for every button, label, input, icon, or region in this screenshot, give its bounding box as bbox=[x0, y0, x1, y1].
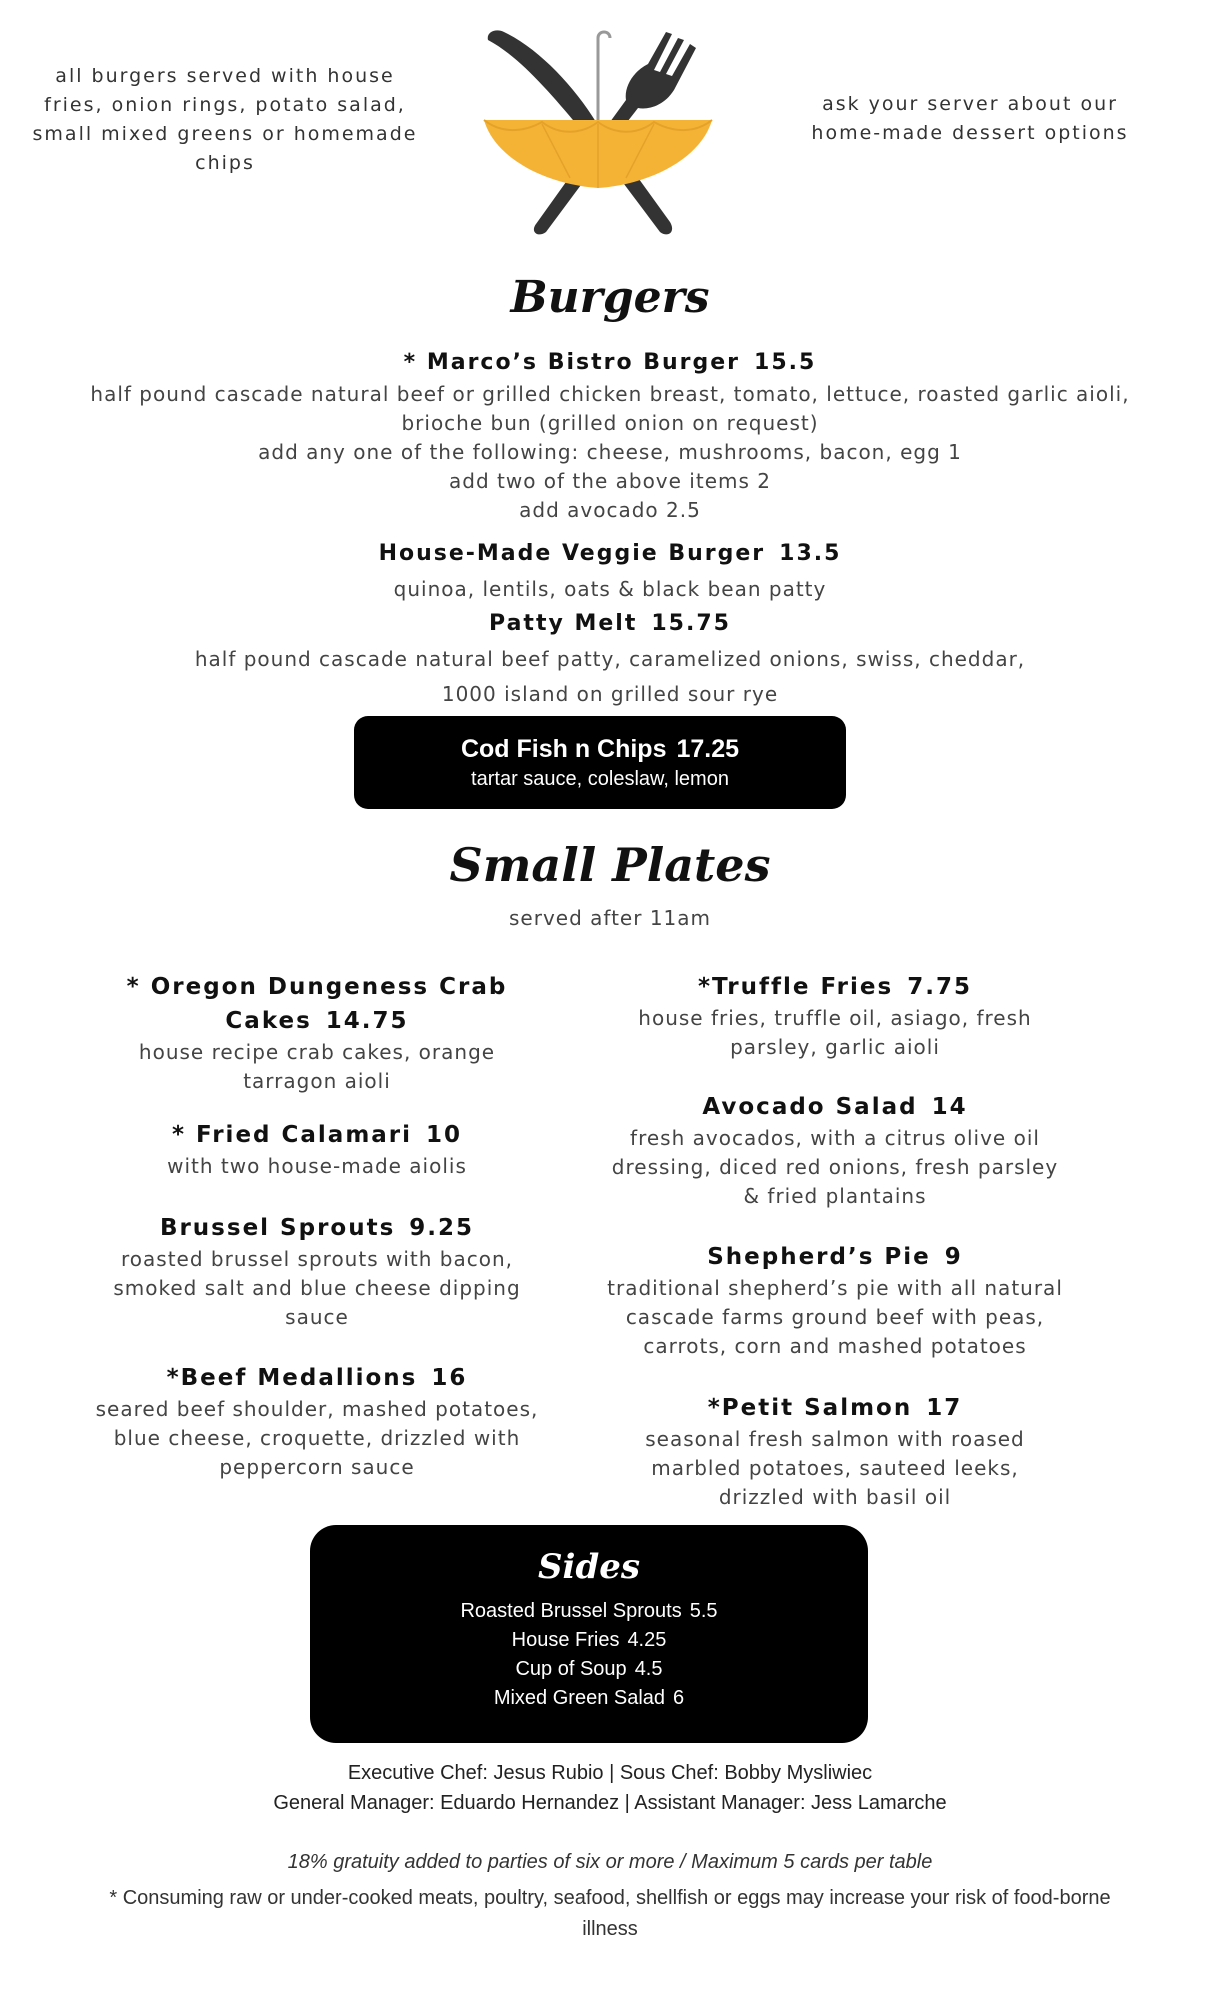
item-price: 14 bbox=[931, 1094, 968, 1120]
featured-desc: tartar sauce, coleslaw, lemon bbox=[471, 768, 729, 790]
item-title bbox=[600, 1391, 1070, 1425]
item-desc: traditional shepherd’s pie with all natural cascade farms ground beef with peas, carrots, corn and mashed potatoes bbox=[607, 1276, 1063, 1358]
item-desc-line: quinoa, lentils, oats & black bean patty bbox=[393, 577, 827, 601]
side-item bbox=[310, 1597, 868, 1626]
side-item bbox=[310, 1626, 868, 1655]
side-price: 5.5 bbox=[689, 1600, 718, 1622]
item-desc: fresh avocados, with a citrus olive oil dressing, diced red onions, fresh parsley & fried plantains bbox=[611, 1126, 1059, 1208]
item-desc-line: brioche bun (grilled onion on request) bbox=[401, 411, 819, 435]
menu-item-veggie-burger bbox=[60, 536, 1160, 606]
item-price: 10 bbox=[426, 1122, 463, 1148]
small-plates-heading: Small Plates bbox=[449, 838, 771, 892]
side-item bbox=[310, 1655, 868, 1684]
item-title bbox=[60, 536, 1160, 572]
staff-line-chefs: Executive Chef: Jesus Rubio | Sous Chef: Bobby Mysliwiec bbox=[347, 1762, 873, 1784]
side-name: Cup of Soup bbox=[515, 1658, 627, 1680]
item-desc: roasted brussel sprouts with bacon, smoked salt and blue cheese dipping sauce bbox=[113, 1247, 521, 1329]
item-price: 7.75 bbox=[907, 974, 972, 1000]
item-price: 16 bbox=[431, 1365, 468, 1391]
menu-item-crab-cakes bbox=[82, 970, 552, 1118]
item-desc: house fries, truffle oil, asiago, fresh parsley, garlic aioli bbox=[638, 1006, 1032, 1059]
item-name: Avocado Salad bbox=[702, 1094, 918, 1120]
side-item bbox=[310, 1684, 868, 1713]
featured-price: 17.25 bbox=[676, 735, 740, 763]
item-name: Patty Melt bbox=[489, 611, 638, 636]
menu-item-marcos-bistro-burger bbox=[60, 346, 1160, 525]
item-price: 13.5 bbox=[779, 541, 842, 566]
side-price: 4.5 bbox=[634, 1658, 663, 1680]
item-name: House-Made Veggie Burger bbox=[378, 541, 766, 566]
item-title bbox=[82, 1211, 552, 1245]
item-price: 9.25 bbox=[409, 1215, 475, 1241]
item-desc-line: half pound cascade natural beef patty, caramelized onions, swiss, cheddar, bbox=[194, 647, 1026, 671]
item-name: *Petit Salmon bbox=[707, 1395, 913, 1421]
item-name: *Truffle Fries bbox=[698, 974, 894, 1000]
sides-heading: Sides bbox=[537, 1547, 641, 1587]
menu-item-fried-calamari bbox=[82, 1118, 552, 1211]
menu-item-beef-medallions bbox=[82, 1361, 552, 1482]
menu-item-avocado-salad bbox=[600, 1090, 1070, 1240]
side-name: Mixed Green Salad bbox=[493, 1687, 666, 1709]
menu-item-patty-melt bbox=[60, 607, 1160, 711]
burgers-heading: Burgers bbox=[510, 272, 710, 323]
item-addon-line: add two of the above items 2 bbox=[449, 469, 771, 493]
item-name: * Oregon Dungeness Crab Cakes bbox=[126, 974, 508, 1034]
featured-title bbox=[354, 734, 846, 764]
small-plates-right-column bbox=[600, 970, 1070, 1512]
menu-item-brussel-sprouts bbox=[82, 1211, 552, 1361]
staff-line-managers: General Manager: Eduardo Hernandez | Assistant Manager: Jess Lamarche bbox=[273, 1792, 947, 1814]
burger-sides-note: all burgers served with house fries, onion rings, potato salad, small mixed greens or homemade chips bbox=[32, 65, 418, 174]
item-name: Brussel Sprouts bbox=[159, 1215, 396, 1241]
item-price: 9 bbox=[944, 1244, 963, 1270]
item-title bbox=[60, 346, 1160, 380]
item-desc: with two house-made aiolis bbox=[167, 1154, 467, 1178]
umbrella-knife-fork-logo bbox=[478, 26, 724, 244]
item-price: 14.75 bbox=[325, 1008, 409, 1034]
item-title bbox=[60, 607, 1160, 641]
item-price: 15.5 bbox=[754, 350, 817, 375]
sides-list bbox=[310, 1597, 868, 1713]
item-title bbox=[600, 1090, 1070, 1124]
featured-cod-fish-box bbox=[354, 716, 846, 809]
sides-box bbox=[310, 1525, 868, 1743]
item-desc: seasonal fresh salmon with roased marbled potatoes, sauteed leeks, drizzled with basil oil bbox=[645, 1427, 1025, 1509]
item-addon-line: add avocado 2.5 bbox=[519, 498, 701, 522]
item-addon-line: add any one of the following: cheese, mushrooms, bacon, egg 1 bbox=[258, 440, 962, 464]
served-after-note: served after 11am bbox=[509, 906, 711, 930]
item-title bbox=[82, 1361, 552, 1395]
menu-item-truffle-fries bbox=[600, 970, 1070, 1090]
item-title bbox=[600, 970, 1070, 1004]
side-name: Roasted Brussel Sprouts bbox=[460, 1600, 682, 1622]
item-title bbox=[600, 1240, 1070, 1274]
item-price: 15.75 bbox=[651, 611, 731, 636]
side-price: 6 bbox=[673, 1687, 685, 1709]
gratuity-policy: 18% gratuity added to parties of six or more / Maximum 5 cards per table bbox=[287, 1851, 933, 1873]
item-desc-line: 1000 island on grilled sour rye bbox=[441, 682, 779, 706]
featured-name: Cod Fish n Chips bbox=[460, 735, 667, 763]
side-price: 4.25 bbox=[627, 1629, 667, 1651]
consumption-warning: * Consuming raw or under-cooked meats, poultry, seafood, shellfish or eggs may increase your risk of food-borne illness bbox=[109, 1887, 1111, 1940]
item-desc-line: half pound cascade natural beef or grilled chicken breast, tomato, lettuce, roasted garlic aioli, bbox=[90, 382, 1130, 406]
menu-item-shepherds-pie bbox=[600, 1240, 1070, 1391]
dessert-note: ask your server about our home-made dessert options bbox=[811, 93, 1129, 144]
small-plates-left-column bbox=[82, 970, 552, 1482]
item-price: 17 bbox=[926, 1395, 963, 1421]
item-title bbox=[82, 1118, 552, 1152]
item-desc: house recipe crab cakes, orange tarragon aioli bbox=[138, 1040, 496, 1093]
side-name: House Fries bbox=[511, 1629, 620, 1651]
item-title bbox=[97, 970, 537, 1038]
item-name: * Marco’s Bistro Burger bbox=[403, 350, 741, 375]
item-desc: seared beef shoulder, mashed potatoes, blue cheese, croquette, drizzled with peppercorn sauce bbox=[95, 1397, 539, 1479]
item-name: Shepherd’s Pie bbox=[707, 1244, 931, 1270]
menu-item-petit-salmon bbox=[600, 1391, 1070, 1512]
item-name: * Fried Calamari bbox=[171, 1122, 413, 1148]
item-name: *Beef Medallions bbox=[166, 1365, 418, 1391]
